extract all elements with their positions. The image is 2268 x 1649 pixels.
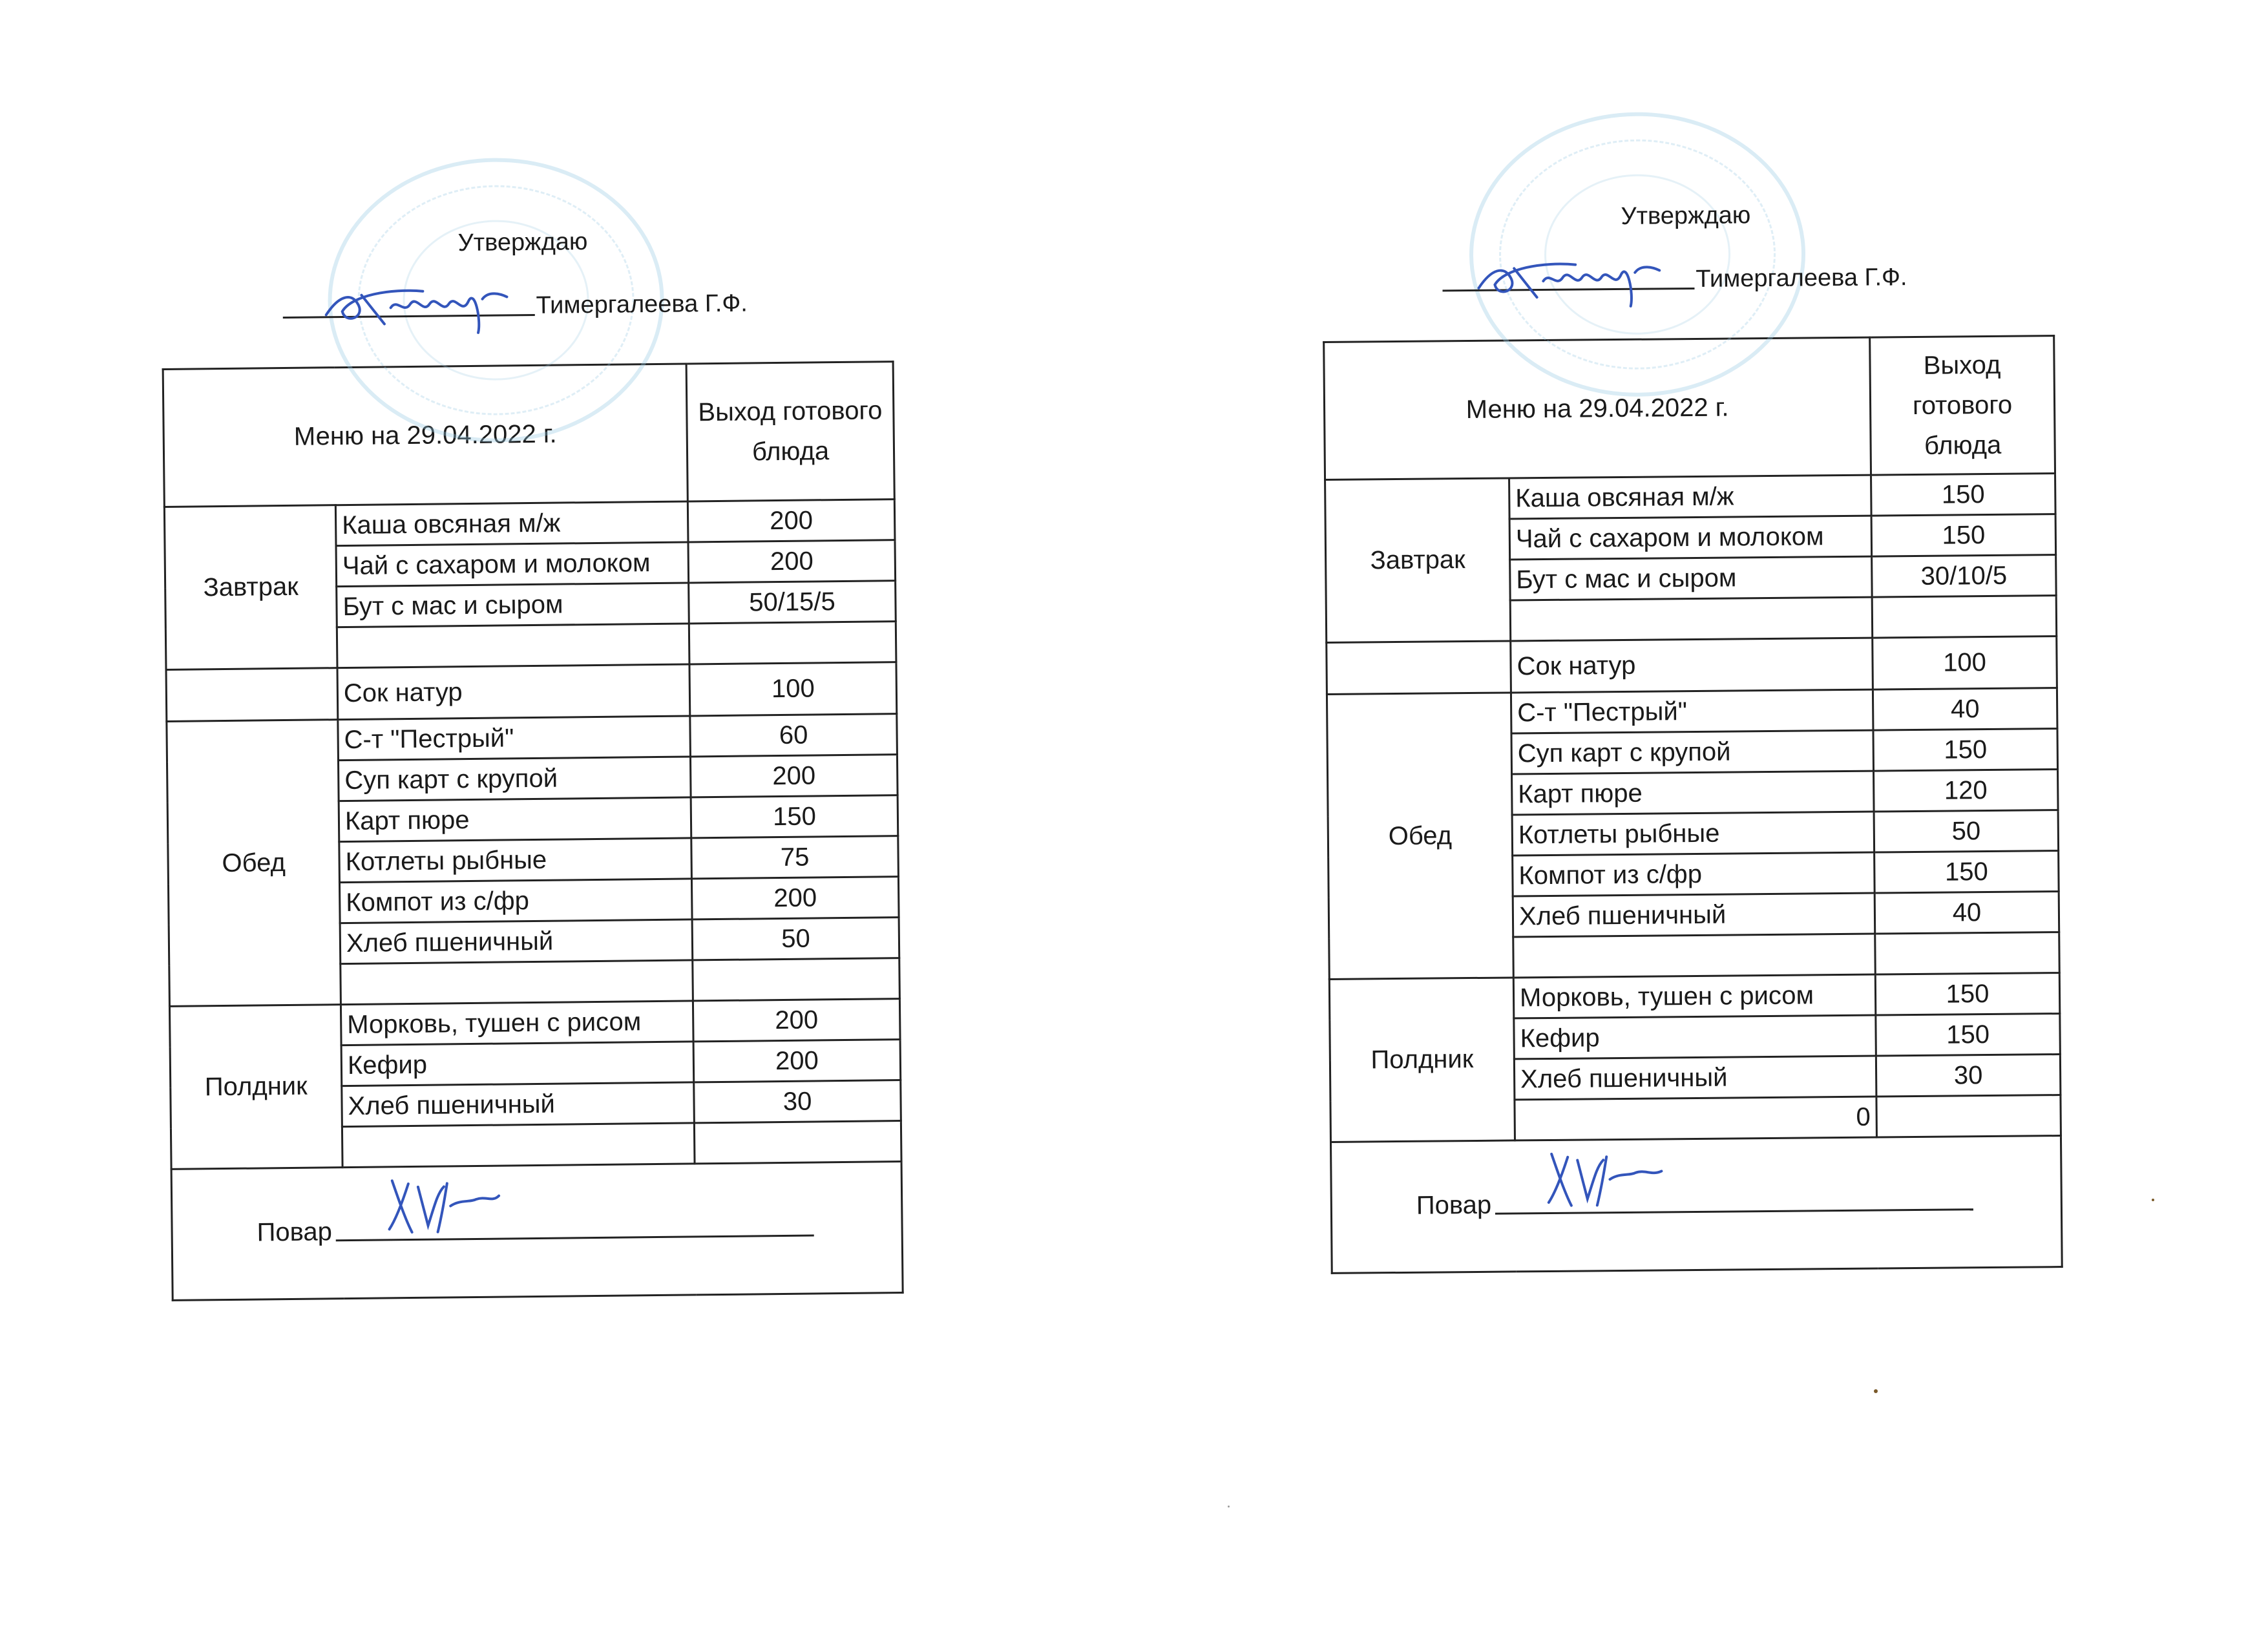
- dish-output: 40: [1873, 688, 2057, 730]
- menu-table: [162, 361, 904, 1301]
- meal-label: Обед: [167, 720, 341, 1007]
- dish-name: Бут с мас и сыром: [1510, 556, 1873, 600]
- output-header: Выход готового блюда: [1870, 336, 2055, 475]
- dish-output: [1875, 932, 2060, 974]
- dish-name: Котлеты рыбные: [339, 838, 692, 883]
- dish-name: Бут с мас и сыром: [337, 583, 689, 627]
- dish-name: [341, 960, 693, 1005]
- footer-row: [1330, 1136, 2062, 1274]
- dish-name: Суп карт с крупой: [338, 757, 691, 801]
- dish-name: Сок натур: [337, 664, 690, 720]
- paper-speck: [1228, 1506, 1230, 1507]
- dish-name: Каша овсяная м/ж: [1509, 475, 1872, 519]
- dish-output: 200: [690, 755, 898, 797]
- dish-output: 200: [691, 877, 899, 919]
- dish-output: 100: [1873, 636, 2057, 689]
- dish-name: Хлеб пшеничный: [1514, 1056, 1876, 1100]
- dish-output: 150: [1875, 973, 2060, 1015]
- cook-signature-block: [257, 1212, 814, 1247]
- meal-label: [166, 668, 338, 722]
- dish-output: [1876, 1095, 2061, 1137]
- table-row: [164, 499, 895, 548]
- dish-name: С-т "Пестрый": [1511, 689, 1873, 733]
- dish-output: 30/10/5: [1872, 555, 2057, 597]
- dish-output: 150: [1871, 514, 2056, 556]
- approval-block: [1321, 173, 2053, 341]
- dish-name: Чай с сахаром и молоком: [1509, 516, 1872, 560]
- menu-title: Меню на 29.04.2022 г.: [163, 364, 688, 507]
- director-name: Тимергалеева Г.Ф.: [536, 289, 748, 319]
- approval-block: [160, 199, 892, 368]
- meal-label: Полдник: [169, 1005, 342, 1170]
- meal-label: Обед: [1327, 693, 1513, 979]
- dish-name: Чай с сахаром и молоком: [336, 542, 689, 587]
- dish-name: Каша овсяная м/ж: [335, 501, 688, 546]
- dish-output: [689, 622, 896, 664]
- dish-name: Хлеб пшеничный: [342, 1082, 695, 1127]
- dish-output: 75: [691, 836, 899, 879]
- dish-name: С-т "Пестрый": [338, 716, 691, 761]
- cook-label: Повар: [1416, 1190, 1492, 1220]
- output-header: Выход готового блюда: [686, 362, 894, 501]
- dish-name: 0: [1515, 1097, 1877, 1140]
- dish-output: 30: [1876, 1055, 2061, 1097]
- dish-output: 50/15/5: [689, 581, 896, 624]
- dish-name: Кефир: [1514, 1015, 1876, 1059]
- dish-name: Карт пюре: [1512, 771, 1874, 815]
- dish-output: 150: [1874, 851, 2059, 893]
- table-row: [169, 999, 900, 1047]
- menu-document-left: [160, 199, 902, 1301]
- cook-signature-block: [1416, 1186, 1974, 1221]
- dish-name: Кефир: [341, 1042, 694, 1086]
- table-row: [166, 662, 897, 722]
- dish-name: Морковь, тушен с рисом: [341, 1001, 693, 1045]
- table-row: [167, 714, 898, 762]
- dish-name: Котлеты рыбные: [1512, 812, 1874, 856]
- cook-signature: [1532, 1140, 1668, 1212]
- footer-row: [171, 1162, 903, 1301]
- table-row: [1329, 973, 2060, 1020]
- dish-name: Морковь, тушен с рисом: [1513, 974, 1876, 1018]
- paper-speck: [1874, 1389, 1878, 1393]
- meal-label: Завтрак: [1325, 478, 1511, 642]
- dish-output: 60: [690, 714, 898, 757]
- menu-table: [1323, 335, 2063, 1274]
- cook-label: Повар: [257, 1217, 333, 1247]
- table-row: [1325, 474, 2056, 521]
- dish-output: [693, 958, 900, 1001]
- meal-label: Полдник: [1329, 978, 1515, 1142]
- menu-title: Меню на 29.04.2022 г.: [1324, 337, 1871, 479]
- dish-output: 150: [1871, 474, 2056, 516]
- dish-output: 150: [691, 795, 898, 838]
- dish-output: 200: [688, 540, 896, 583]
- dish-output: 30: [694, 1080, 901, 1123]
- cook-signature-cell: [171, 1162, 903, 1301]
- dish-output: [694, 1121, 901, 1164]
- meal-label: [1327, 641, 1511, 694]
- approval-title: Утверждаю: [1621, 202, 1751, 230]
- paper-speck: [2152, 1199, 2154, 1201]
- director-name: Тимергалеева Г.Ф.: [1696, 264, 1907, 293]
- dish-name: [1510, 597, 1873, 641]
- dish-name: [337, 624, 689, 668]
- dish-output: [1872, 596, 2057, 638]
- director-signature: [313, 268, 520, 341]
- cook-signature-cell: [1330, 1136, 2062, 1274]
- dish-output: 150: [1873, 729, 2058, 771]
- dish-output: 40: [1874, 892, 2059, 934]
- dish-name: [342, 1123, 695, 1168]
- dish-name: Хлеб пшеничный: [1513, 893, 1875, 937]
- menu-document-right: [1321, 173, 2061, 1274]
- dish-output: 200: [693, 999, 900, 1042]
- table-row: [1327, 636, 2057, 695]
- table-row: [1327, 688, 2057, 735]
- director-signature: [1465, 241, 1673, 314]
- dish-output: 120: [1874, 770, 2059, 812]
- dish-output: 100: [689, 662, 897, 716]
- cook-signature: [373, 1166, 509, 1239]
- dish-output: 50: [692, 918, 899, 960]
- approval-title: Утверждаю: [457, 228, 588, 257]
- dish-output: 200: [693, 1040, 901, 1082]
- dish-name: Суп карт с крупой: [1511, 730, 1874, 774]
- dish-output: 150: [1876, 1014, 2061, 1056]
- dish-name: Сок натур: [1511, 638, 1873, 693]
- dish-name: Компот из с/фр: [339, 879, 692, 923]
- dish-output: 50: [1874, 810, 2059, 852]
- dish-name: Компот из с/фр: [1513, 852, 1875, 896]
- meal-label: Завтрак: [164, 505, 337, 670]
- dish-name: Хлеб пшеничный: [340, 919, 693, 964]
- dish-name: Карт пюре: [339, 797, 691, 842]
- dish-name: [1513, 934, 1876, 978]
- dish-output: 200: [688, 499, 895, 542]
